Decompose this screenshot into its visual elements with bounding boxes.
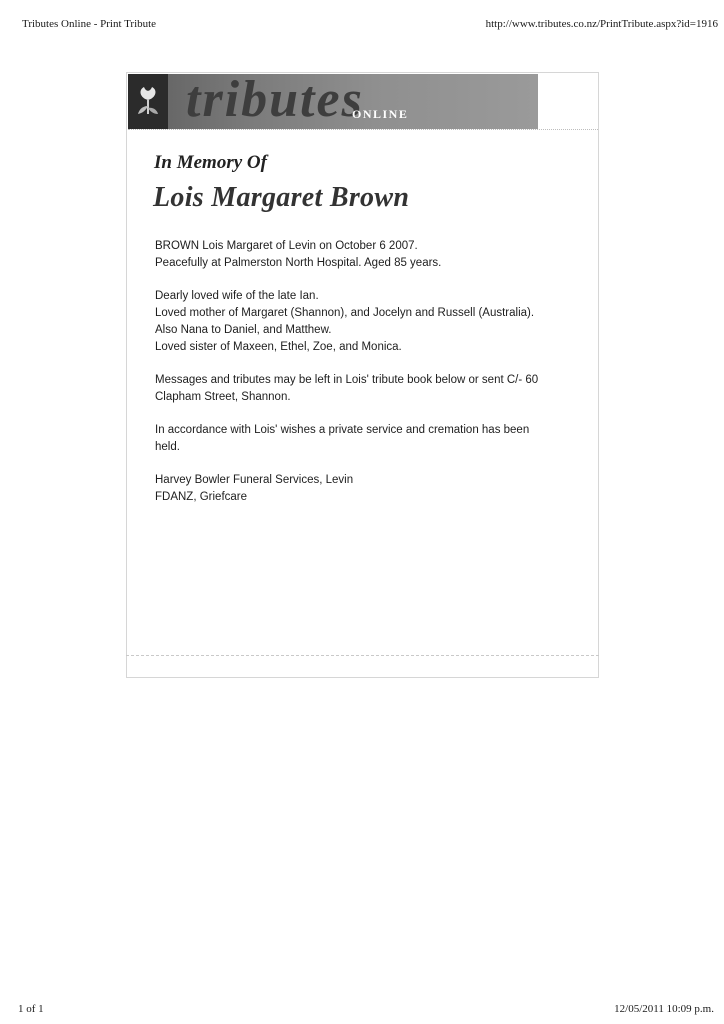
tribute-heading: In Memory Of	[154, 152, 267, 173]
tributes-online-banner	[128, 74, 538, 129]
tribute-line: In accordance with Lois' wishes a private service and cremation has been	[155, 424, 530, 436]
deceased-name: Lois Margaret Brown	[153, 182, 410, 213]
frame-divider	[126, 655, 599, 656]
tribute-line: BROWN Lois Margaret of Levin on October 6 2007.	[155, 240, 418, 252]
tribute-paragraph	[155, 472, 575, 506]
tribute-paragraph	[155, 288, 575, 356]
print-datetime: 12/05/2011 10:09 p.m.	[614, 1003, 714, 1015]
tribute-line: Messages and tributes may be left in Lois' tribute book below or sent C/- 60	[155, 374, 539, 386]
tribute-line: Clapham Street, Shannon.	[155, 391, 291, 403]
flower-icon	[134, 84, 162, 118]
tribute-line: Also Nana to Daniel, and Matthew.	[155, 324, 332, 336]
logo-wordmark: tributes	[186, 74, 364, 128]
tribute-line: Dearly loved wife of the late Ian.	[155, 290, 319, 302]
page-number: 1 of 1	[18, 1003, 44, 1015]
tribute-line: held.	[155, 441, 180, 453]
banner-divider	[128, 129, 598, 130]
logo-suffix: ONLINE	[352, 107, 409, 121]
tribute-paragraph	[155, 238, 575, 272]
tribute-line: Loved sister of Maxeen, Ethel, Zoe, and Monica.	[155, 341, 402, 353]
print-header-url: http://www.tributes.co.nz/PrintTribute.aspx?id=1916	[485, 18, 718, 30]
tribute-line: Loved mother of Margaret (Shannon), and Jocelyn and Russell (Australia).	[155, 307, 535, 319]
print-header-title: Tributes Online - Print Tribute	[22, 18, 157, 30]
logo-box	[128, 74, 168, 129]
tribute-line: FDANZ, Griefcare	[155, 491, 248, 503]
tribute-paragraph	[155, 372, 575, 406]
tribute-line: Harvey Bowler Funeral Services, Levin	[155, 474, 354, 486]
tribute-body	[155, 238, 575, 522]
tribute-paragraph	[155, 422, 575, 456]
tribute-line: Peacefully at Palmerston North Hospital. Aged 85 years.	[155, 257, 442, 269]
